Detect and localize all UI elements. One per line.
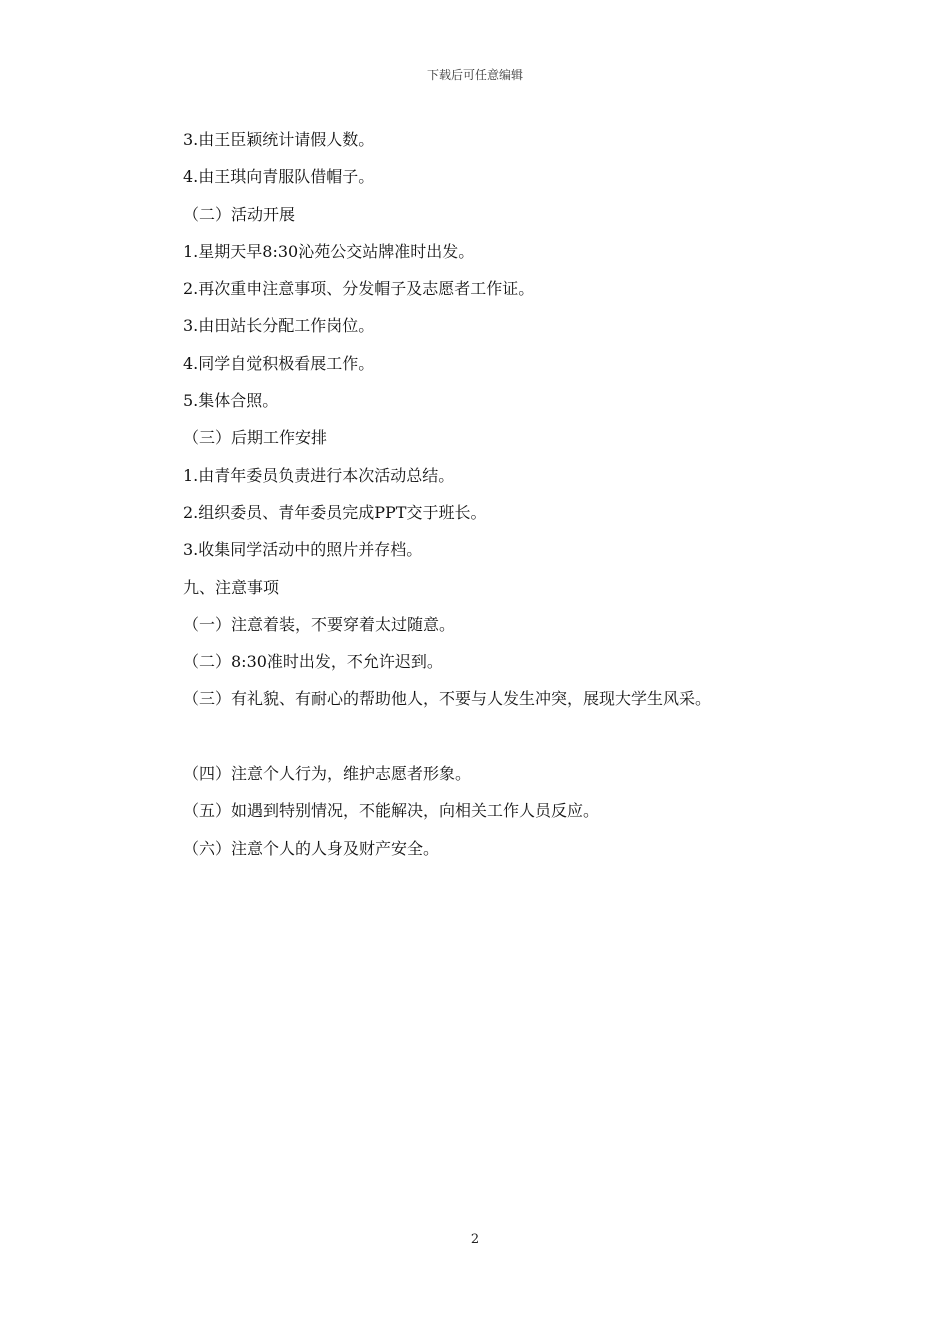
list-item: 3.由田站长分配工作岗位。 bbox=[183, 316, 375, 336]
list-item: （二）8:30准时出发，不允许迟到。 bbox=[183, 652, 443, 672]
section-heading: （三）后期工作安排 bbox=[183, 428, 328, 448]
list-item: 4.由王琪向青服队借帽子。 bbox=[183, 167, 375, 187]
list-item: （一）注意着装，不要穿着太过随意。 bbox=[183, 614, 456, 634]
list-item: 2.组织委员、青年委员完成PPT交于班长。 bbox=[183, 502, 487, 522]
list-item: （五）如遇到特别情况，不能解决，向相关工作人员反应。 bbox=[183, 801, 600, 821]
page-number: 2 bbox=[470, 1232, 480, 1247]
list-item: 3.由王臣颖统计请假人数。 bbox=[183, 130, 375, 149]
list-item: 1.星期天早8:30沁苑公交站牌准时出发。 bbox=[183, 241, 475, 261]
list-item: （六）注意个人的人身及财产安全。 bbox=[183, 838, 440, 858]
list-item: （三）有礼貌、有耐心的帮助他人，不要与人发生冲突，展现大学生风采。 bbox=[183, 689, 712, 709]
list-item: 5.集体合照。 bbox=[183, 391, 279, 411]
list-item: 1.由青年委员负责进行本次活动总结。 bbox=[183, 465, 455, 485]
list-item: 4.同学自觉积极看展工作。 bbox=[183, 353, 375, 373]
section-heading: （二）活动开展 bbox=[183, 204, 296, 224]
page-header: 下载后可任意编辑 bbox=[426, 68, 523, 82]
list-item: 2.再次重申注意事项、分发帽子及志愿者工作证。 bbox=[183, 279, 535, 299]
list-item: 3.收集同学活动中的照片并存档。 bbox=[183, 540, 423, 560]
list-item: （四）注意个人行为，维护志愿者形象。 bbox=[183, 764, 472, 784]
section-heading: 九、注意事项 bbox=[183, 577, 280, 597]
document-body bbox=[183, 121, 863, 867]
